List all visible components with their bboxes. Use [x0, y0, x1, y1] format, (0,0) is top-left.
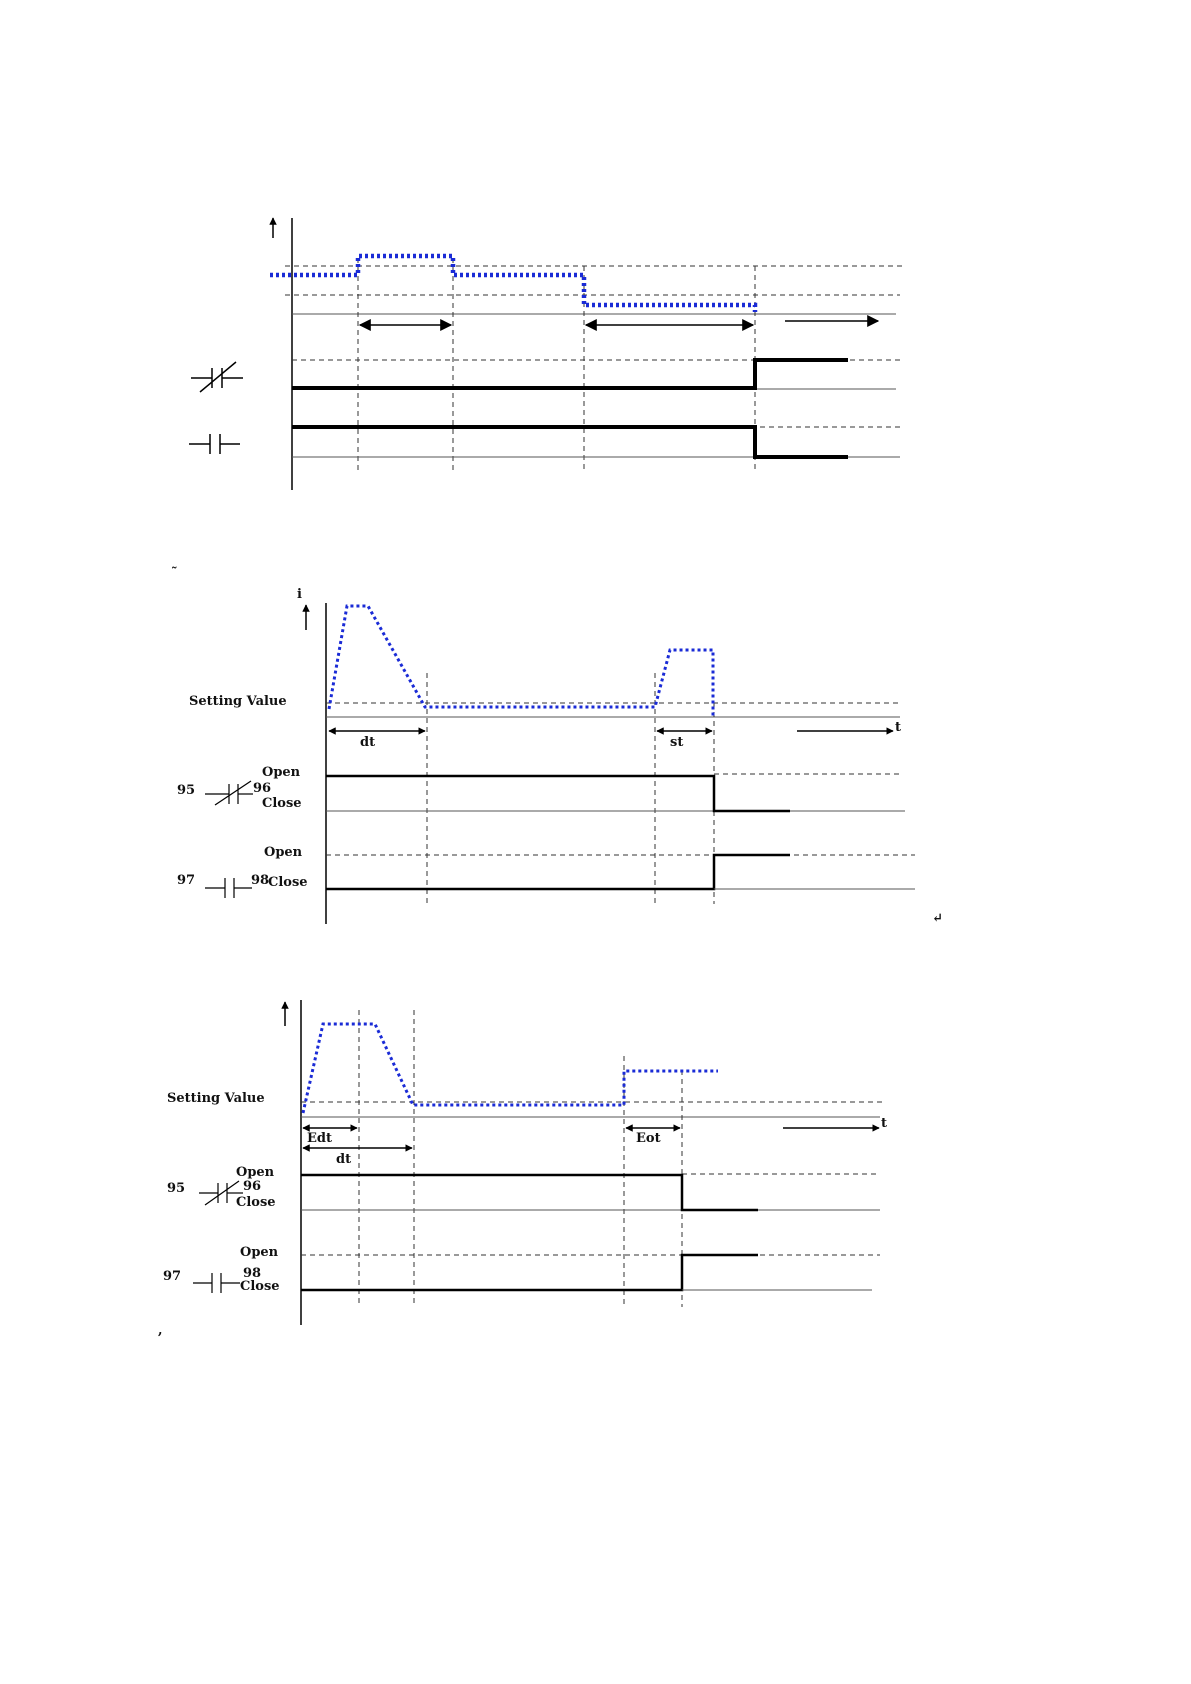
diagram2-no-close-label: Close — [268, 875, 308, 890]
diagram3-no-contact-icon — [193, 1273, 240, 1293]
diagram1-nc-signal — [292, 360, 848, 388]
diagram1-nc-contact-icon — [191, 362, 243, 392]
diagram3-nc-signal — [301, 1175, 758, 1210]
diagram3-nc-terminal-b: 96 — [243, 1179, 262, 1194]
diagram2-dt-label: dt — [360, 735, 376, 750]
diagram3-no-signal — [301, 1255, 758, 1290]
diagram2-time-label: t — [895, 720, 902, 735]
diagram-1 — [189, 218, 905, 490]
diagram3-nc-open-label: Open — [236, 1165, 275, 1180]
diagram3-no-terminal-a: 97 — [163, 1269, 182, 1284]
diagram1-current-trace — [270, 256, 755, 312]
diagram-3 — [163, 1000, 887, 1325]
diagram3-dt-label: dt — [336, 1152, 352, 1167]
return-mark-icon: ↵ — [932, 911, 943, 926]
diagram2-nc-contact-icon — [205, 781, 253, 805]
diagram2-st-label: st — [670, 735, 684, 750]
diagram2-no-signal — [326, 855, 790, 889]
diagram3-edt-label: Edt — [307, 1131, 333, 1146]
diagram1-no-signal — [292, 427, 848, 457]
diagram3-no-open-label: Open — [240, 1245, 279, 1260]
diagram3-current-trace — [303, 1024, 718, 1113]
diagram2-nc-terminal-b: 96 — [253, 781, 272, 796]
diagram2-no-terminal-a: 97 — [177, 873, 196, 888]
diagram1-no-contact-icon — [189, 434, 240, 454]
diagram3-time-label: t — [881, 1116, 888, 1131]
diagram2-no-open-label: Open — [264, 845, 303, 860]
diagram2-y-axis-label: i — [297, 587, 302, 602]
stray-mark-2: , — [158, 1323, 163, 1338]
diagram3-no-close-label: Close — [240, 1279, 280, 1294]
diagram2-no-contact-icon — [205, 878, 252, 898]
diagram3-no-terminal-b: 98 — [243, 1266, 262, 1281]
diagram3-nc-terminal-a: 95 — [167, 1181, 186, 1196]
diagram2-no-terminal-b: 98 — [251, 873, 270, 888]
diagram3-nc-close-label: Close — [236, 1195, 276, 1210]
diagram2-nc-open-label: Open — [262, 765, 301, 780]
stray-mark-1: ˜ — [171, 566, 178, 581]
diagram3-eot-label: Eot — [636, 1131, 661, 1146]
diagram2-nc-close-label: Close — [262, 796, 302, 811]
diagram2-nc-signal — [326, 776, 790, 811]
diagram2-setting-value-label: Setting Value — [189, 694, 287, 709]
diagram-2 — [177, 587, 943, 926]
diagram3-setting-value-label: Setting Value — [167, 1091, 265, 1106]
diagram2-nc-terminal-a: 95 — [177, 783, 196, 798]
